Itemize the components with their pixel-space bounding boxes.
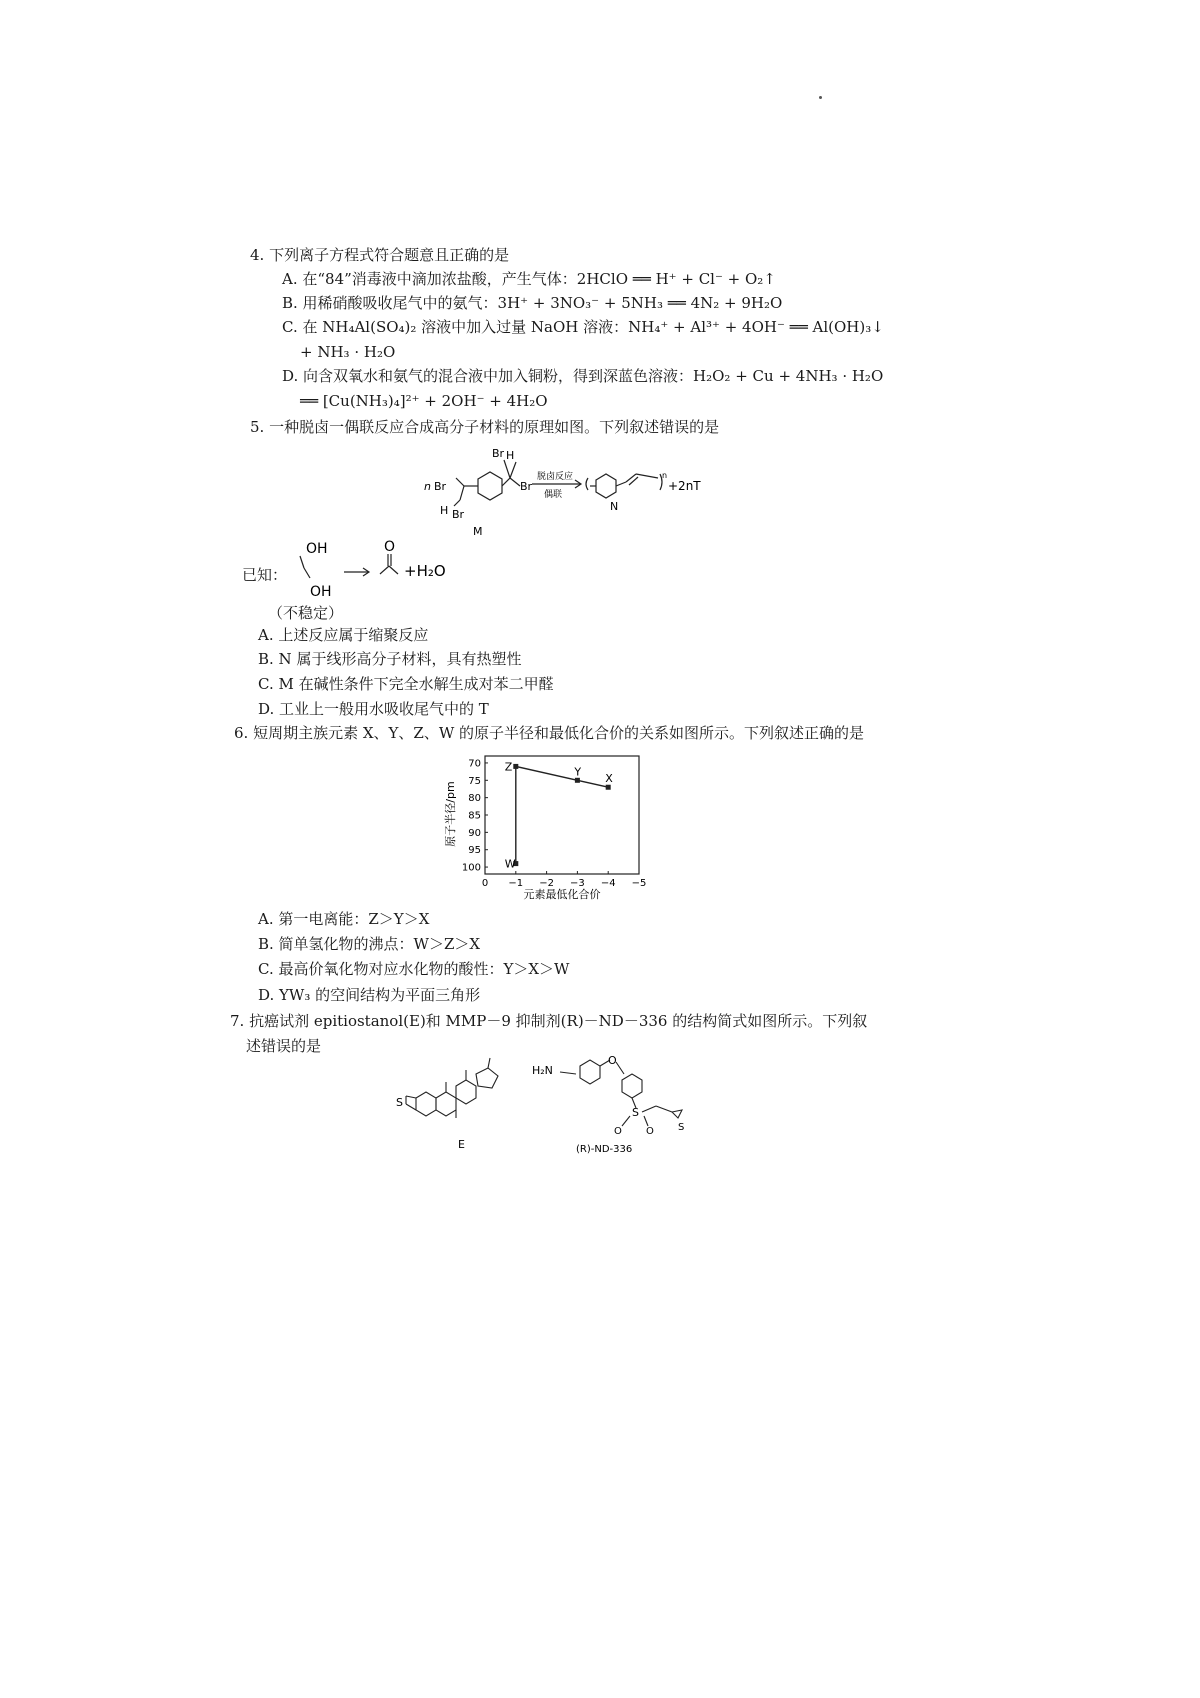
q5-option-d: D. 工业上一般用水吸收尾气中的 T: [258, 700, 489, 718]
carbonyl-o: O: [384, 539, 396, 555]
q6-option-b: B. 简单氢化物的沸点：W＞Z＞X: [258, 935, 481, 953]
point-x: [606, 785, 611, 790]
q6-option-c: C. 最高价氧化物对应水化物的酸性：Y＞X＞W: [258, 960, 570, 978]
r-sulfonyl-s: S: [632, 1106, 639, 1119]
q7-stem-cont: 述错误的是: [246, 1037, 322, 1055]
oh-top: OH: [306, 541, 328, 557]
x-tick-label: −1: [508, 878, 524, 889]
scheme-h-left: H: [440, 504, 449, 517]
plot-frame: [485, 756, 639, 874]
scheme-label-n: N: [610, 500, 619, 513]
arrow-top-text: 脱卤反应: [537, 472, 574, 482]
r-o-right: O: [646, 1126, 654, 1137]
q6-option-d: D. YW₃ 的空间结构为平面三角形: [258, 986, 481, 1004]
scheme-label-m: M: [473, 525, 483, 538]
plus-water: +H₂O: [404, 562, 446, 580]
q4-option-d-cont: ══ [Cu(NH₃)₄]²⁺ + 2OH⁻ + 4H₂O: [300, 392, 548, 410]
y-tick-label: 95: [468, 845, 481, 857]
reaction-scheme: [420, 442, 720, 538]
e-label: E: [458, 1138, 465, 1151]
scheme-br-right: Br: [520, 480, 533, 493]
scheme-h-top: H: [506, 449, 515, 462]
point-y: [575, 778, 580, 783]
scheme-byproduct: +2nT: [668, 479, 701, 493]
q4-option-a: A. 在“84”消毒液中滴加浓盐酸，产生气体：2HClO ══ H⁺ + Cl⁻ + O₂↑: [282, 270, 776, 288]
x-tick-label: −3: [570, 878, 585, 889]
q5-option-c: C. M 在碱性条件下完全水解生成对苯二甲醛: [258, 675, 554, 693]
x-tick-label: −5: [631, 878, 647, 889]
oh-bottom: OH: [310, 584, 332, 600]
scheme-br-top: Br: [492, 447, 505, 460]
y-tick-label: 100: [461, 862, 481, 874]
point-label-y: Y: [574, 765, 582, 779]
q5-known-label: 已知：: [242, 566, 288, 584]
speck: [819, 96, 822, 99]
y-tick-label: 90: [468, 827, 481, 839]
scheme-n: n: [424, 480, 431, 493]
q5-stem: 5. 一种脱卤一偶联反应合成高分子材料的原理如图。下列叙述错误的是: [250, 418, 720, 436]
scheme-br-bottom: Br: [452, 508, 465, 521]
y-tick-label: 85: [468, 810, 481, 822]
q4-option-b: B. 用稀硝酸吸收尾气中的氨气：3H⁺ + 3NO₃⁻ + 5NH₃ ══ 4N₂ + 9H₂O: [282, 294, 783, 312]
x-tick-label: −4: [600, 878, 616, 889]
q5-option-b: B. N 属于线形高分子材料，具有热塑性: [258, 650, 522, 668]
r-label: (R)-ND-336: [576, 1144, 633, 1155]
scheme-sub-n: n: [662, 471, 668, 480]
q4-option-c: C. 在 NH₄Al(SO₄)₂ 溶液中加入过量 NaOH 溶液：NH₄⁺ + Al³⁺ + 4OH⁻ ══ Al(OH)₃↓: [282, 318, 884, 336]
r-ether-o: O: [608, 1054, 617, 1067]
known-reaction: [284, 538, 474, 604]
y-tick-label: 70: [468, 758, 481, 770]
series-line: [516, 766, 608, 863]
unstable-note: （不稳定）: [268, 604, 344, 622]
r-o-left: O: [614, 1126, 622, 1137]
x-tick-label: −2: [539, 878, 554, 889]
point-label-z: Z: [504, 760, 513, 774]
y-tick-label: 75: [468, 775, 481, 787]
q4-option-d: D. 向含双氧水和氨气的混合液中加入铜粉，得到深蓝色溶液：H₂O₂ + Cu + 4NH₃ · H₂O: [282, 367, 884, 385]
structure-r-nd-336: [532, 1052, 712, 1156]
r-thiirane-s: S: [678, 1122, 685, 1133]
radius-valence-chart: [440, 748, 660, 904]
x-tick-label: 0: [481, 878, 489, 889]
scheme-br-left: Br: [434, 480, 447, 493]
q4-stem: 4. 下列离子方程式符合题意且正确的是: [250, 246, 510, 264]
y-axis-label: 原子半径/pm: [444, 781, 457, 847]
q7-stem: 7. 抗癌试剂 epitiostanol(E)和 MMP－9 抑制剂(R)－ND－336 的结构简式如图所示。下列叙: [230, 1012, 868, 1030]
r-amine: H₂N: [532, 1064, 553, 1077]
q6-option-a: A. 第一电离能：Z＞Y＞X: [258, 910, 430, 928]
point-label-x: X: [605, 772, 613, 786]
e-sulfur: S: [396, 1096, 403, 1109]
q5-option-a: A. 上述反应属于缩聚反应: [258, 626, 429, 644]
q4-option-c-cont: + NH₃ · H₂O: [300, 343, 396, 361]
point-z: [513, 764, 518, 769]
structure-e: [394, 1052, 514, 1152]
x-axis-label: 元素最低化合价: [523, 888, 601, 901]
arrow-bottom-text: 偶联: [544, 490, 563, 500]
point-label-w: W: [504, 857, 516, 871]
y-tick-label: 80: [468, 793, 481, 805]
q6-stem: 6. 短周期主族元素 X、Y、Z、W 的原子半径和最低化合价的关系如图所示。下列叙述正确的是: [234, 724, 865, 742]
